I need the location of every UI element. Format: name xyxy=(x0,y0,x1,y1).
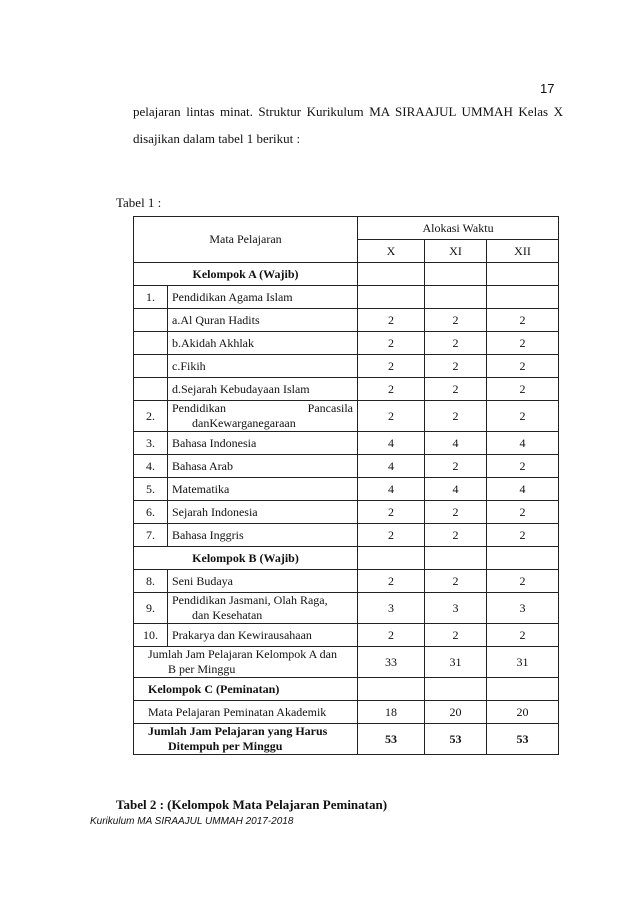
row-x: 2 xyxy=(358,570,425,593)
table-row xyxy=(134,624,559,647)
curriculum-table xyxy=(133,216,559,755)
total-ab-xii: 31 xyxy=(487,647,559,678)
row-no: 8. xyxy=(134,570,168,593)
row-xi: 2 xyxy=(425,309,487,332)
table-row xyxy=(134,309,559,332)
group-row xyxy=(134,678,559,701)
row-xii: 2 xyxy=(487,524,559,547)
row-xi: 4 xyxy=(425,432,487,455)
row-subject-part: Pendidikan xyxy=(172,401,226,415)
peminatan-row xyxy=(134,701,559,724)
total-label-line: Jumlah Jam Pelajaran yang Harus xyxy=(148,724,328,738)
table-row xyxy=(134,524,559,547)
row-x: 2 xyxy=(358,355,425,378)
row-xii: 2 xyxy=(487,501,559,524)
row-subject-part: danKewarganegaraan xyxy=(192,416,296,430)
peminatan-xi: 20 xyxy=(425,701,487,724)
table-row xyxy=(134,478,559,501)
row-x: 3 xyxy=(358,593,425,624)
table-row xyxy=(134,332,559,355)
row-xii: 2 xyxy=(487,570,559,593)
row-subject: Pendidikan Agama Islam xyxy=(168,286,358,309)
total-ab-row xyxy=(134,647,559,678)
row-subject: b.Akidah Akhlak xyxy=(168,332,358,355)
table-row xyxy=(134,286,559,309)
row-no: 1. xyxy=(134,286,168,309)
group-c-label: Kelompok C (Peminatan) xyxy=(134,678,358,701)
row-xi: 2 xyxy=(425,501,487,524)
total-ab-xi: 31 xyxy=(425,647,487,678)
total-ab-label-line: B per Minggu xyxy=(168,662,236,676)
table-row xyxy=(134,593,559,624)
row-xi: 2 xyxy=(425,570,487,593)
header-xi: XI xyxy=(425,240,487,263)
row-subject-part: Pancasila xyxy=(307,401,353,415)
peminatan-xii: 20 xyxy=(487,701,559,724)
row-no: 9. xyxy=(134,593,168,624)
row-subject-part: dan Kesehatan xyxy=(192,608,263,622)
row-subject: d.Sejarah Kebudayaan Islam xyxy=(168,378,358,401)
row-xi: 2 xyxy=(425,401,487,432)
group-b-label: Kelompok B (Wajib) xyxy=(134,547,358,570)
row-no: 7. xyxy=(134,524,168,547)
page-footer: Kurikulum MA SIRAAJUL UMMAH 2017-2018 xyxy=(90,816,294,827)
total-row xyxy=(134,724,559,755)
total-xi: 53 xyxy=(425,724,487,755)
row-xi: 4 xyxy=(425,478,487,501)
row-xii: 2 xyxy=(487,332,559,355)
header-subject: Mata Pelajaran xyxy=(134,217,358,263)
row-xii: 2 xyxy=(487,309,559,332)
row-xii xyxy=(487,286,559,309)
paragraph-line-2: disajikan dalam tabel 1 berikut : xyxy=(133,131,301,146)
row-xii: 4 xyxy=(487,478,559,501)
table2-caption: Tabel 2 : (Kelompok Mata Pelajaran Peminatan) xyxy=(116,797,388,812)
table-row xyxy=(134,355,559,378)
header-alloc: Alokasi Waktu xyxy=(358,217,559,240)
row-no: 3. xyxy=(134,432,168,455)
row-no: 4. xyxy=(134,455,168,478)
peminatan-label: Mata Pelajaran Peminatan Akademik xyxy=(134,701,358,724)
row-xi: 2 xyxy=(425,378,487,401)
row-subject: Sejarah Indonesia xyxy=(168,501,358,524)
row-xii: 2 xyxy=(487,624,559,647)
row-no: 5. xyxy=(134,478,168,501)
group-row xyxy=(134,263,559,286)
total-ab-x: 33 xyxy=(358,647,425,678)
table-header-row xyxy=(134,217,559,240)
table-row xyxy=(134,378,559,401)
total-ab-label-line: Jumlah Jam Pelajaran Kelompok A dan xyxy=(148,647,337,661)
row-xii: 4 xyxy=(487,432,559,455)
row-no: 2. xyxy=(134,401,168,432)
row-subject: Seni Budaya xyxy=(168,570,358,593)
row-xi: 2 xyxy=(425,524,487,547)
row-xi: 3 xyxy=(425,593,487,624)
table-row xyxy=(134,570,559,593)
row-no: 6. xyxy=(134,501,168,524)
table1-caption: Tabel 1 : xyxy=(116,195,162,210)
row-xii: 2 xyxy=(487,455,559,478)
row-x: 4 xyxy=(358,455,425,478)
table-row xyxy=(134,432,559,455)
group-a-label: Kelompok A (Wajib) xyxy=(134,263,358,286)
row-xii: 2 xyxy=(487,355,559,378)
row-x: 2 xyxy=(358,378,425,401)
row-xii: 2 xyxy=(487,401,559,432)
total-ab-label xyxy=(134,647,358,678)
total-label-line: Ditempuh per Minggu xyxy=(168,739,283,753)
row-subject: a.Al Quran Hadits xyxy=(168,309,358,332)
row-xii: 2 xyxy=(487,378,559,401)
row-xi: 2 xyxy=(425,624,487,647)
header-xii: XII xyxy=(487,240,559,263)
row-x: 2 xyxy=(358,309,425,332)
row-subject-part: Pendidikan Jasmani, Olah Raga, xyxy=(172,593,328,607)
total-label xyxy=(134,724,358,755)
row-subject: Bahasa Inggris xyxy=(168,524,358,547)
row-subject: Matematika xyxy=(168,478,358,501)
row-xi: 2 xyxy=(425,455,487,478)
row-no: 10. xyxy=(134,624,168,647)
row-subject xyxy=(168,401,358,432)
row-x xyxy=(358,286,425,309)
row-xi: 2 xyxy=(425,332,487,355)
page-number: 17 xyxy=(540,81,555,96)
paragraph-line-1: pelajaran lintas minat. Struktur Kurikulum MA SIRAAJUL UMMAH Kelas X xyxy=(133,104,563,119)
row-subject: Bahasa Arab xyxy=(168,455,358,478)
row-xii: 3 xyxy=(487,593,559,624)
table-row xyxy=(134,455,559,478)
table-row xyxy=(134,501,559,524)
table-row xyxy=(134,401,559,432)
row-subject: Prakarya dan Kewirausahaan xyxy=(168,624,358,647)
row-x: 2 xyxy=(358,524,425,547)
group-row xyxy=(134,547,559,570)
row-x: 2 xyxy=(358,624,425,647)
total-xii: 53 xyxy=(487,724,559,755)
total-x: 53 xyxy=(358,724,425,755)
row-subject: Bahasa Indonesia xyxy=(168,432,358,455)
row-x: 2 xyxy=(358,401,425,432)
row-x: 2 xyxy=(358,501,425,524)
row-xi xyxy=(425,286,487,309)
header-x: X xyxy=(358,240,425,263)
row-subject xyxy=(168,593,358,624)
row-x: 4 xyxy=(358,432,425,455)
row-subject: c.Fikih xyxy=(168,355,358,378)
peminatan-x: 18 xyxy=(358,701,425,724)
row-x: 2 xyxy=(358,332,425,355)
row-xi: 2 xyxy=(425,355,487,378)
row-x: 4 xyxy=(358,478,425,501)
